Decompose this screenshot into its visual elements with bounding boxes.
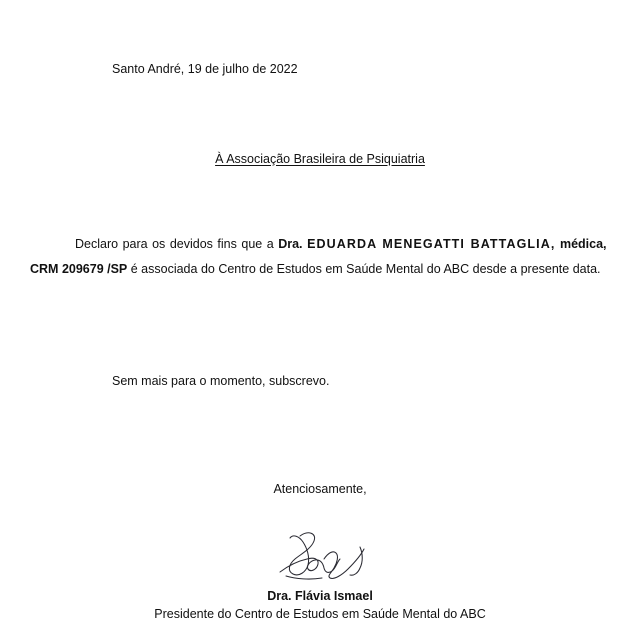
- doctor-crm: CRM 209679 /SP: [30, 262, 128, 276]
- signer-name: Dra. Flávia Ismael: [267, 589, 373, 603]
- addressee-text: À Associação Brasileira de Psiquiatria: [215, 152, 425, 166]
- doctor-profession: médica,: [559, 237, 607, 251]
- closing-line: Sem mais para o momento, subscrevo.: [112, 374, 330, 388]
- date-line: Santo André, 19 de julho de 2022: [112, 62, 298, 76]
- signature-area: [0, 524, 640, 586]
- addressee: [0, 150, 640, 168]
- declaration-paragraph: [30, 232, 610, 282]
- valediction: Atenciosamente,: [273, 482, 367, 496]
- doctor-name: EDUARDA MENEGATTI BATTAGLIA,: [307, 237, 556, 251]
- declaration-tail-text: é associada do Centro de Estudos em Saúde Mental do ABC desde a presente data.: [127, 262, 601, 276]
- body-block: [30, 232, 610, 282]
- declaration-lead-text: Declaro para os devidos fins que a: [75, 237, 279, 251]
- signature-block: [0, 588, 640, 623]
- handwritten-signature-icon: [260, 528, 380, 586]
- doctor-prefix: Dra.: [278, 237, 303, 251]
- signer-title: Presidente do Centro de Estudos em Saúde Mental do ABC: [154, 607, 486, 621]
